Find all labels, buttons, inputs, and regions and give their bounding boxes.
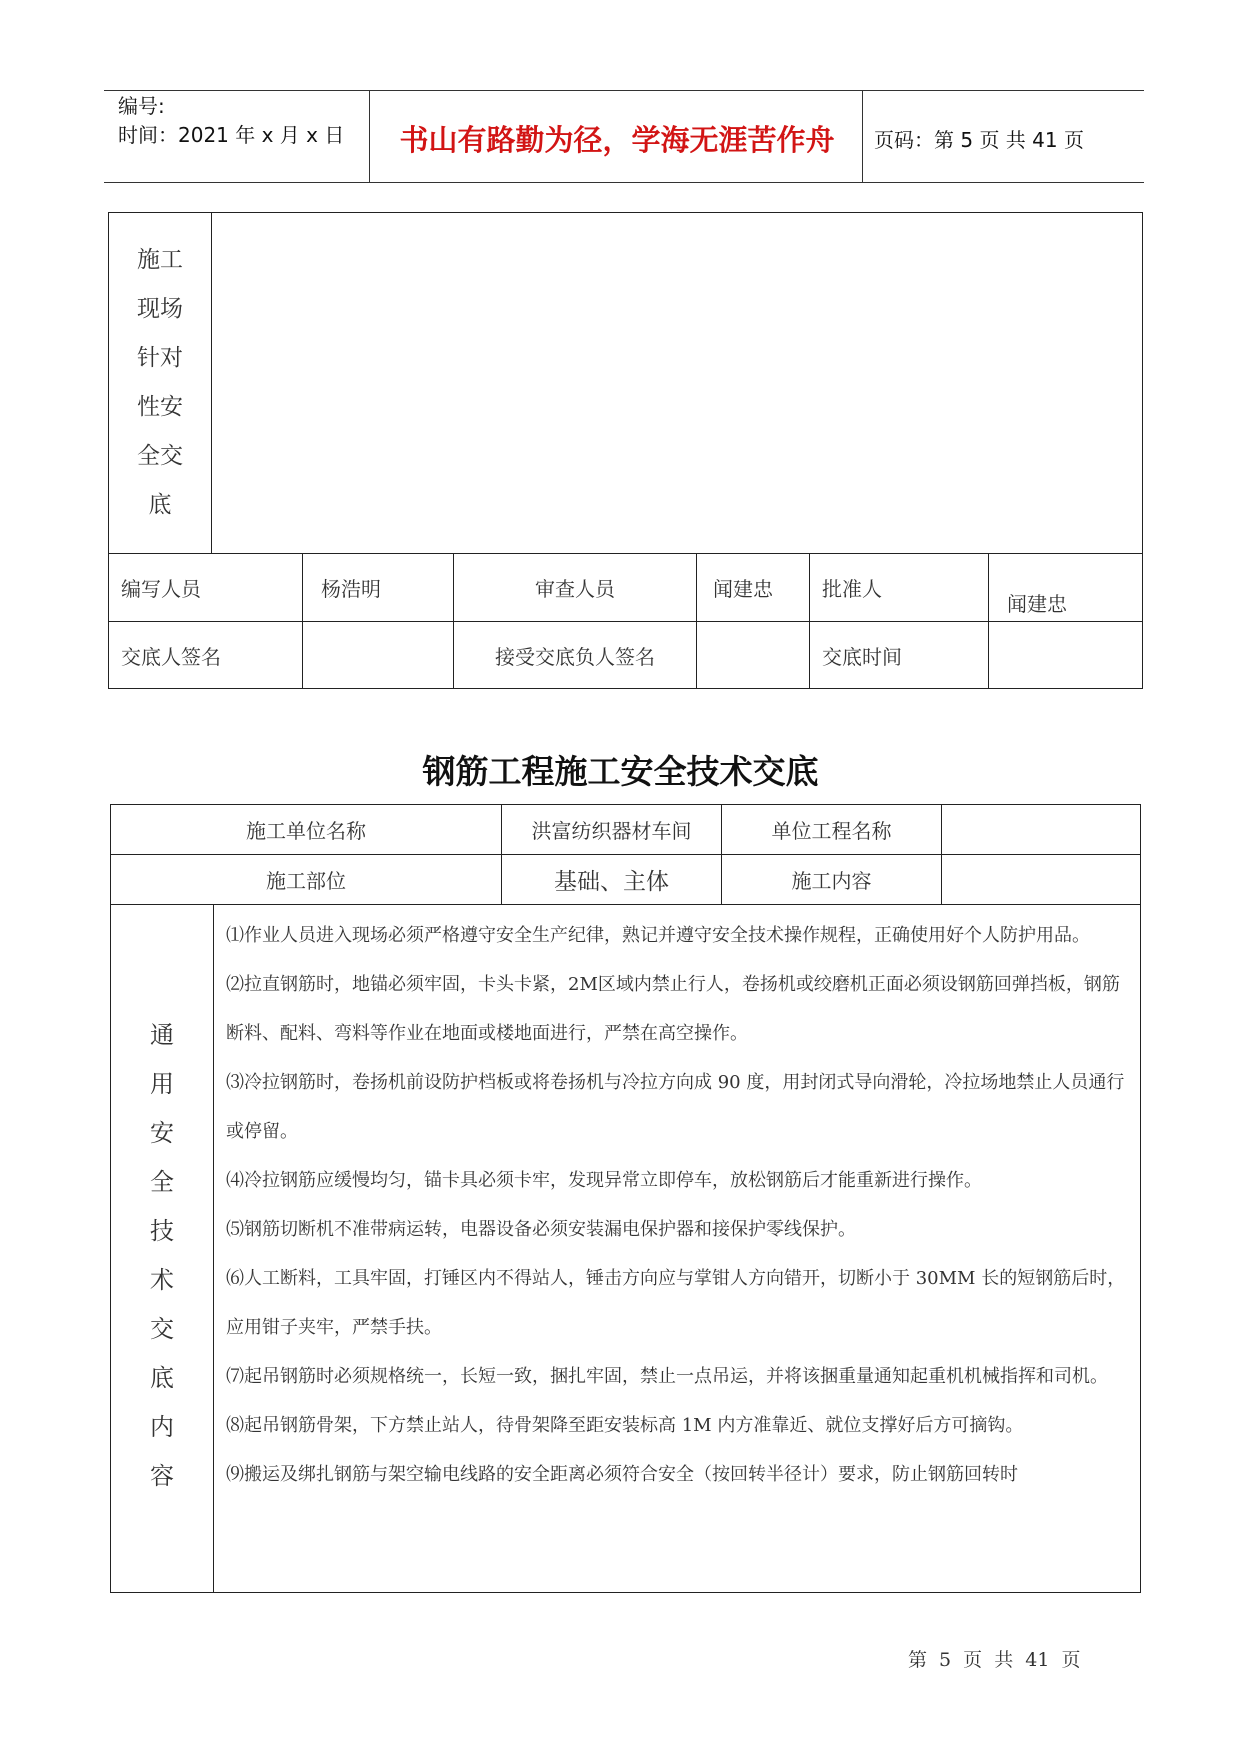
- label-line: 施工: [137, 247, 183, 273]
- general-safety-label: [111, 905, 214, 1593]
- construction-content-label: 施工内容: [722, 855, 942, 905]
- safety-item: ⑴作业人员进入现场必须严格遵守安全生产纪律，熟记并遵守安全技术操作规程，正确使用好个人防护用品。: [226, 925, 1090, 946]
- writer-label: 编写人员: [109, 554, 303, 622]
- label-char: 安: [150, 1119, 174, 1147]
- document-title: 钢筋工程施工安全技术交底: [422, 752, 819, 791]
- project-name-label: 单位工程名称: [722, 805, 942, 855]
- discloser-signature-field: [303, 622, 454, 689]
- label-char: 用: [150, 1070, 174, 1098]
- header-motto: 书山有路勤为径，学海无涯苦作舟: [399, 123, 835, 157]
- safety-item: ⑵拉直钢筋时，地锚必须牢固，卡头卡紧，2M区域内禁止行人，卷扬机或绞磨机正面必须设钢筋回弹挡板，钢筋断料、配料、弯料等作业在地面或楼地面进行，严禁在高空操作。: [226, 974, 1120, 1044]
- label-char: 交: [150, 1315, 174, 1343]
- label-char: 内: [150, 1413, 174, 1441]
- label-line: 现场: [137, 296, 183, 322]
- safety-item: ⑶冷拉钢筋时，卷扬机前设防护档板或将卷扬机与冷拉方向成 90 度，用封闭式导向滑轮，冷拉场地禁止人员通行或停留。: [226, 1072, 1125, 1142]
- header-divider-left: [369, 90, 370, 183]
- safety-item: ⑺起吊钢筋时必须规格统一，长短一致，捆扎牢固，禁止一点吊运，并将该捆重量通知起重机机械指挥和司机。: [226, 1366, 1108, 1387]
- site-safety-content: [212, 213, 1143, 554]
- label-line: 性安: [137, 394, 183, 420]
- general-safety-content: [214, 905, 1141, 1593]
- label-line: 底: [148, 492, 172, 518]
- rebar-safety-table: [110, 804, 1141, 1593]
- header-top-rule: [104, 90, 1144, 91]
- project-name-value: [942, 805, 1141, 855]
- construction-content-value: [942, 855, 1141, 905]
- safety-item: ⑸钢筋切断机不准带病运转，电器设备必须安装漏电保护器和接保护零线保护。: [226, 1219, 856, 1240]
- receiver-signature-field: [697, 622, 810, 689]
- label-char: 技: [150, 1217, 174, 1245]
- safety-item: ⑷冷拉钢筋应缓慢均匀，锚卡具必须卡牢，发现异常立即停车，放松钢筋后才能重新进行操作。: [226, 1170, 982, 1191]
- construction-part-label: 施工部位: [111, 855, 502, 905]
- unit-name-label: 施工单位名称: [111, 805, 502, 855]
- reviewer-value: 闻建忠: [697, 554, 810, 622]
- label-line: 针对: [137, 345, 183, 371]
- label-char: 术: [150, 1266, 174, 1294]
- label-char: 底: [150, 1364, 174, 1392]
- header-divider-right: [862, 90, 863, 183]
- approver-value: 闻建忠: [989, 554, 1143, 622]
- disclosure-time-field: [989, 622, 1143, 689]
- safety-item: ⑼搬运及绑扎钢筋与架空输电线路的安全距离必须符合安全（按回转半径计）要求，防止钢筋回转时: [226, 1464, 1018, 1485]
- approver-label: 批准人: [810, 554, 989, 622]
- discloser-signature-label: 交底人签名: [109, 622, 303, 689]
- safety-item: ⑻起吊钢筋骨架，下方禁止站人，待骨架降至距安装标高 1M 内方准靠近、就位支撑好后方可摘钩。: [226, 1415, 1024, 1436]
- label-char: 容: [150, 1462, 174, 1490]
- header-bottom-rule: [104, 182, 1144, 183]
- construction-part-value: 基础、主体: [502, 855, 722, 905]
- site-safety-table: [108, 212, 1143, 689]
- label-char: 全: [150, 1168, 174, 1196]
- label-line: 全交: [137, 443, 183, 469]
- document-number: 编号:: [118, 94, 165, 118]
- unit-name-value: 洪富纺织器材车间: [502, 805, 722, 855]
- label-char: 通: [150, 1021, 174, 1049]
- reviewer-label: 审查人员: [454, 554, 697, 622]
- receiver-signature-label: 接受交底负人签名: [454, 622, 697, 689]
- writer-value: 杨浩明: [303, 554, 454, 622]
- safety-item: ⑹人工断料，工具牢固，打锤区内不得站人，锤击方向应与掌钳人方向错开，切断小于 30MM 长的短钢筋后时，应用钳子夹牢，严禁手扶。: [226, 1268, 1126, 1338]
- disclosure-time-label: 交底时间: [810, 622, 989, 689]
- header-page-info: 页码：第 5 页 共 41 页: [874, 128, 1084, 152]
- header-meta: [118, 92, 344, 150]
- document-time: 时间：2021 年 x 月 x 日: [118, 123, 345, 147]
- site-safety-label: [109, 213, 212, 554]
- page-footer: 第 5 页 共 41 页: [908, 1649, 1081, 1671]
